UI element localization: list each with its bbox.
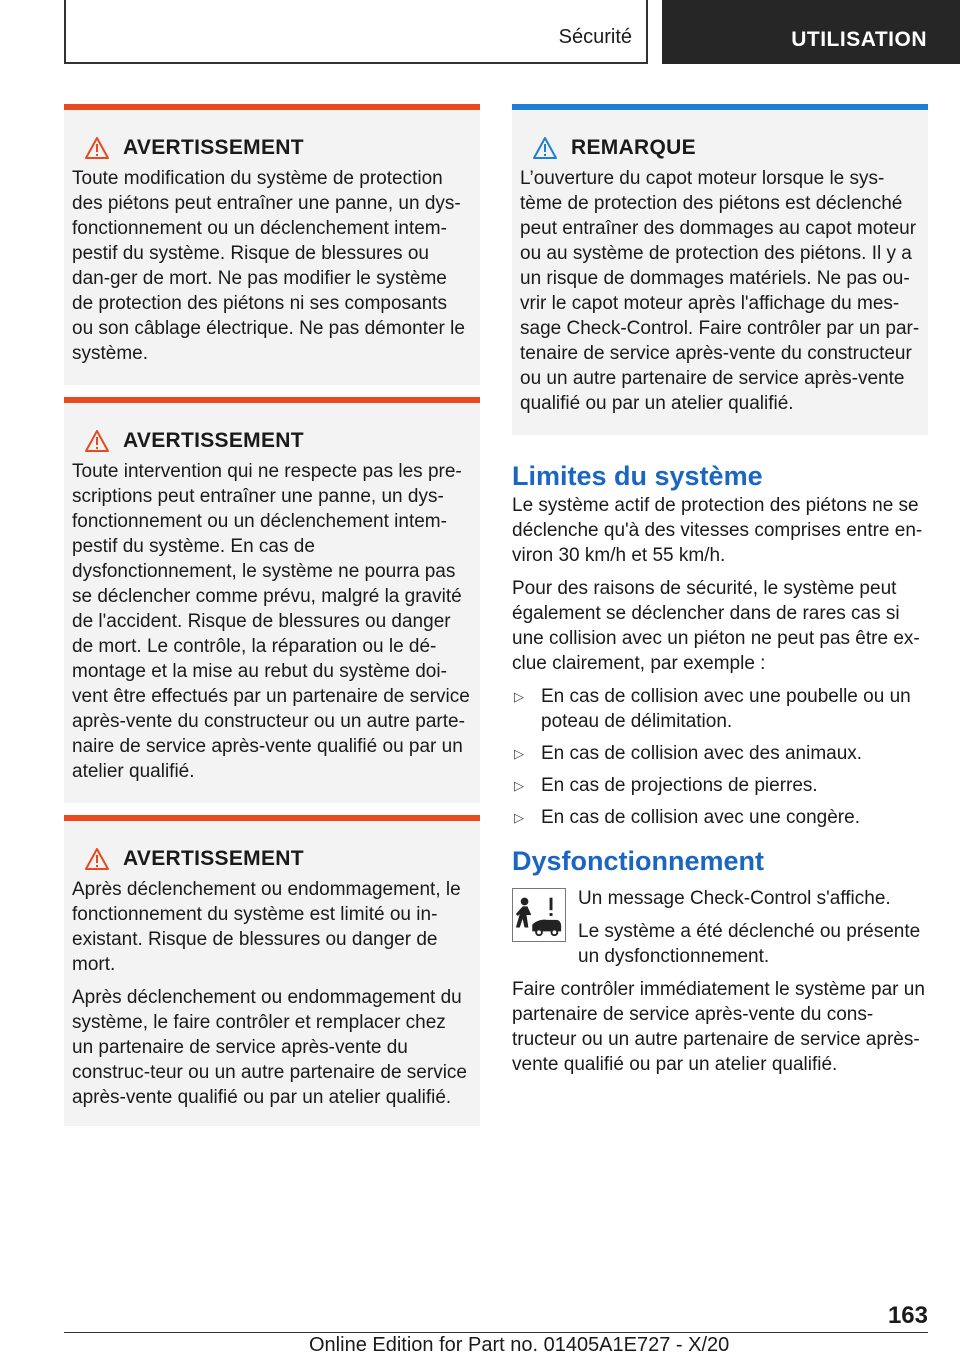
warning-triangle-icon — [84, 136, 110, 160]
warning-title: AVERTISSEMENT — [123, 847, 304, 870]
warning-text: Toute modification du système de protection des piétons peut entraîner une panne, un dys-fonctionnement ou un déclenchement intem-pestif du système. Risque de blessures ou dan-ger de mort. Ne pas modifier le système de protection des piétons ni ses composants ou son câblage électrique. Ne pas démonter le système. — [72, 168, 465, 364]
status-indicator-block — [512, 886, 928, 977]
section-heading: Dysfonctionnement — [512, 846, 765, 876]
note-notice — [512, 104, 928, 435]
bullet-list — [512, 684, 928, 830]
section-title: Sécurité — [558, 26, 632, 48]
warning-notice-2 — [64, 397, 480, 803]
running-header — [64, 0, 648, 64]
note-text: L’ouverture du capot moteur lorsque le sys-tème de protection des piétons est déclenché peut entraîner des dommages au capot moteur ou au système de protection des piétons. Il y a un risque de dommages matériels. Ne pas ou-vrir le capot moteur après l'affichage du mes-sage Check-Control. Faire contrôler par un par-tenaire de service après-vente du constructeur ou un autre partenaire de service après-vente qualifié ou par un atelier qualifié. — [520, 168, 920, 414]
note-header — [532, 136, 920, 160]
warning-notice-3 — [64, 815, 480, 1126]
list-item: ▷ En cas de collision avec une congère. — [514, 807, 860, 828]
warning-title: AVERTISSEMENT — [123, 429, 304, 452]
status-text — [578, 886, 928, 977]
left-column — [64, 104, 480, 1138]
list-item: ▷ En cas de collision avec une poubelle ou un poteau de délimitation. — [514, 686, 911, 732]
warning-triangle-icon — [84, 429, 110, 453]
list-item: ▷ En cas de collision avec des animaux. — [514, 743, 863, 764]
pedestrian-protection-warning-icon — [512, 888, 566, 942]
footer-divider — [64, 1332, 928, 1333]
body-paragraph: Faire contrôler immédiatement le système par un partenaire de service après-vente du cons-tructeur ou un autre partenaire de service après-vente qualifié ou par un atelier qualifié. — [512, 979, 925, 1075]
section-heading: Limites du système — [512, 461, 763, 491]
triangle-bullet-icon: ▷ — [514, 746, 524, 761]
warning-header — [84, 847, 472, 871]
right-column — [512, 104, 928, 1085]
caution-triangle-icon — [532, 136, 558, 160]
page-number: 163 — [887, 1302, 928, 1329]
warning-notice-1 — [64, 104, 480, 385]
status-line: Le système a été déclenché ou présente un dysfonctionnement. — [578, 921, 921, 967]
edition-footer: Online Edition for Part no. 01405A1E727 - X/20 — [309, 1334, 730, 1356]
chapter-title: UTILISATION — [791, 28, 927, 51]
warning-text: Après déclenchement ou endommagement du système, le faire contrôler et remplacer chez un partenaire de service après-vente du construc-teur ou un autre partenaire de service après-vente qualifié ou par un atelier qualifié. — [72, 987, 467, 1108]
triangle-bullet-icon: ▷ — [514, 689, 524, 704]
warning-text: Toute intervention qui ne respecte pas les pre-scriptions peut entraîner une panne, un dys-fonctionnement ou un déclenchement intem-pestif du système. En cas de dysfonctionnement, le système ne pourra pas se déclencher comme prévu, malgré la gravité de l'accident. Risque de blessures ou danger de mort. Le contrôle, la réparation ou le dé-montage et la mise au rebut du système doi-vent être effectués par un partenaire de service après-vente du constructeur ou un autre parte-naire de service après-vente qualifié ou par un atelier qualifié. — [72, 461, 470, 782]
list-item: ▷ En cas de projections de pierres. — [514, 775, 818, 796]
malfunction-section — [512, 844, 928, 1077]
body-paragraph: Pour des raisons de sécurité, le système peut également se déclencher dans de rares cas si une collision avec un piéton ne peut pas être ex-clue clairement, par exemple : — [512, 578, 920, 674]
triangle-bullet-icon: ▷ — [514, 810, 524, 825]
chapter-tab — [662, 0, 960, 64]
status-line: Un message Check-Control s'affiche. — [578, 888, 891, 909]
warning-triangle-icon — [84, 847, 110, 871]
warning-header — [84, 429, 472, 453]
note-title: REMARQUE — [571, 136, 696, 159]
warning-text: Après déclenchement ou endommagement, le fonctionnement du système est limité ou in-existant. Risque de blessures ou danger de mort. — [72, 879, 461, 975]
body-paragraph: Le système actif de protection des piétons ne se déclenche qu'à des vitesses comprises entre en-viron 30 km/h et 55 km/h. — [512, 495, 923, 566]
triangle-bullet-icon: ▷ — [514, 778, 524, 793]
limits-section — [512, 459, 928, 830]
warning-title: AVERTISSEMENT — [123, 136, 304, 159]
warning-header — [84, 136, 472, 160]
